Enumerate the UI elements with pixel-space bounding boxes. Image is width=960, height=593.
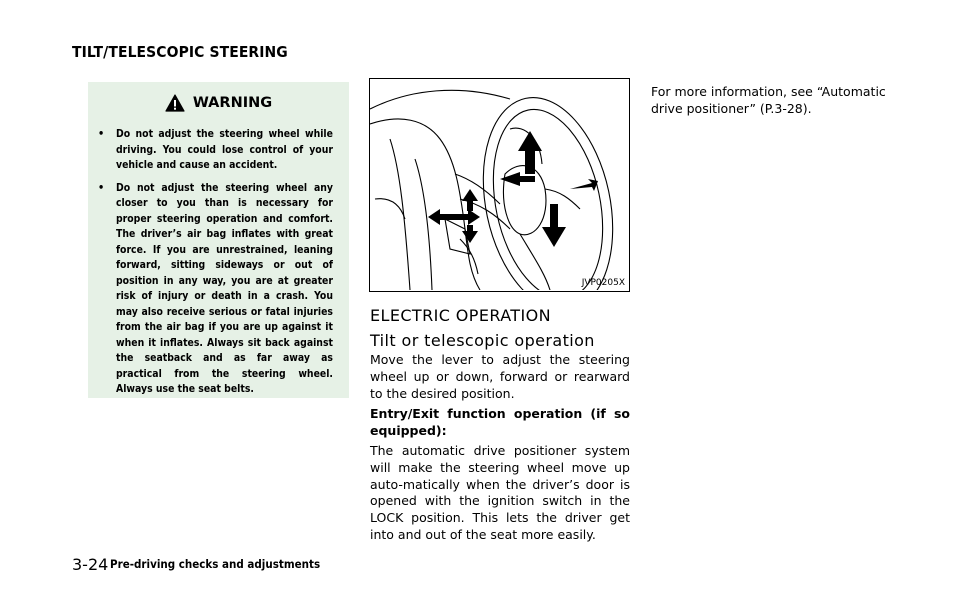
warning-box [88, 82, 349, 398]
electric-operation-heading: ELECTRIC OPERATION [370, 306, 551, 325]
warning-item-1: Do not adjust the steering wheel while driving. You could lose control of your vehicle and cause an accident. [116, 127, 333, 171]
section-title: TILT/TELESCOPIC STEERING [72, 43, 288, 61]
figure-code: JVP0205X [581, 278, 625, 288]
warning-heading: WARNING [192, 95, 273, 111]
paragraph-more-info: For more information, see “Automatic drive positioner” (P.3-28). [651, 84, 886, 116]
paragraph-entry-exit: The automatic drive positioner system will make the steering wheel move up auto-matically when the driver’s door is opened with the ignition switch in the LOCK position. This lets the driver get into and out of the seat more easily. [370, 443, 630, 542]
page-number: 3-24 [72, 555, 109, 574]
warning-triangle-icon [165, 94, 185, 112]
steering-wheel-illustration [370, 79, 628, 290]
warning-header [88, 94, 349, 112]
tilt-telescopic-subheading: Tilt or telescopic operation [370, 331, 595, 350]
list-item [98, 180, 342, 397]
warning-item-2: Do not adjust the steering wheel any closer to you than is necessary for proper steering operation and comfort. The driver’s air bag inflates with great force. If you are unrestrained, leaning forward, sitting sideways or out of position in any way, you are at greater risk of injury or death in a crash. You may also receive serious or fatal injuries from the air bag if you are up against it when it inflates. Always sit back against the seatback and as far away as practical from the steering wheel. Always use the seat belts. [116, 180, 333, 395]
steering-figure [369, 78, 630, 292]
bullet: • [98, 127, 105, 140]
paragraph-entry-exit-heading: Entry/Exit function operation (if so equipped): [370, 406, 630, 438]
warning-list [98, 126, 342, 404]
paragraph-adjust: Move the lever to adjust the steering wheel up or down, forward or rearward to the desired position. [370, 352, 630, 401]
chapter-title: Pre-driving checks and adjustments [110, 557, 321, 571]
bullet: • [98, 180, 105, 194]
list-item [98, 126, 342, 173]
